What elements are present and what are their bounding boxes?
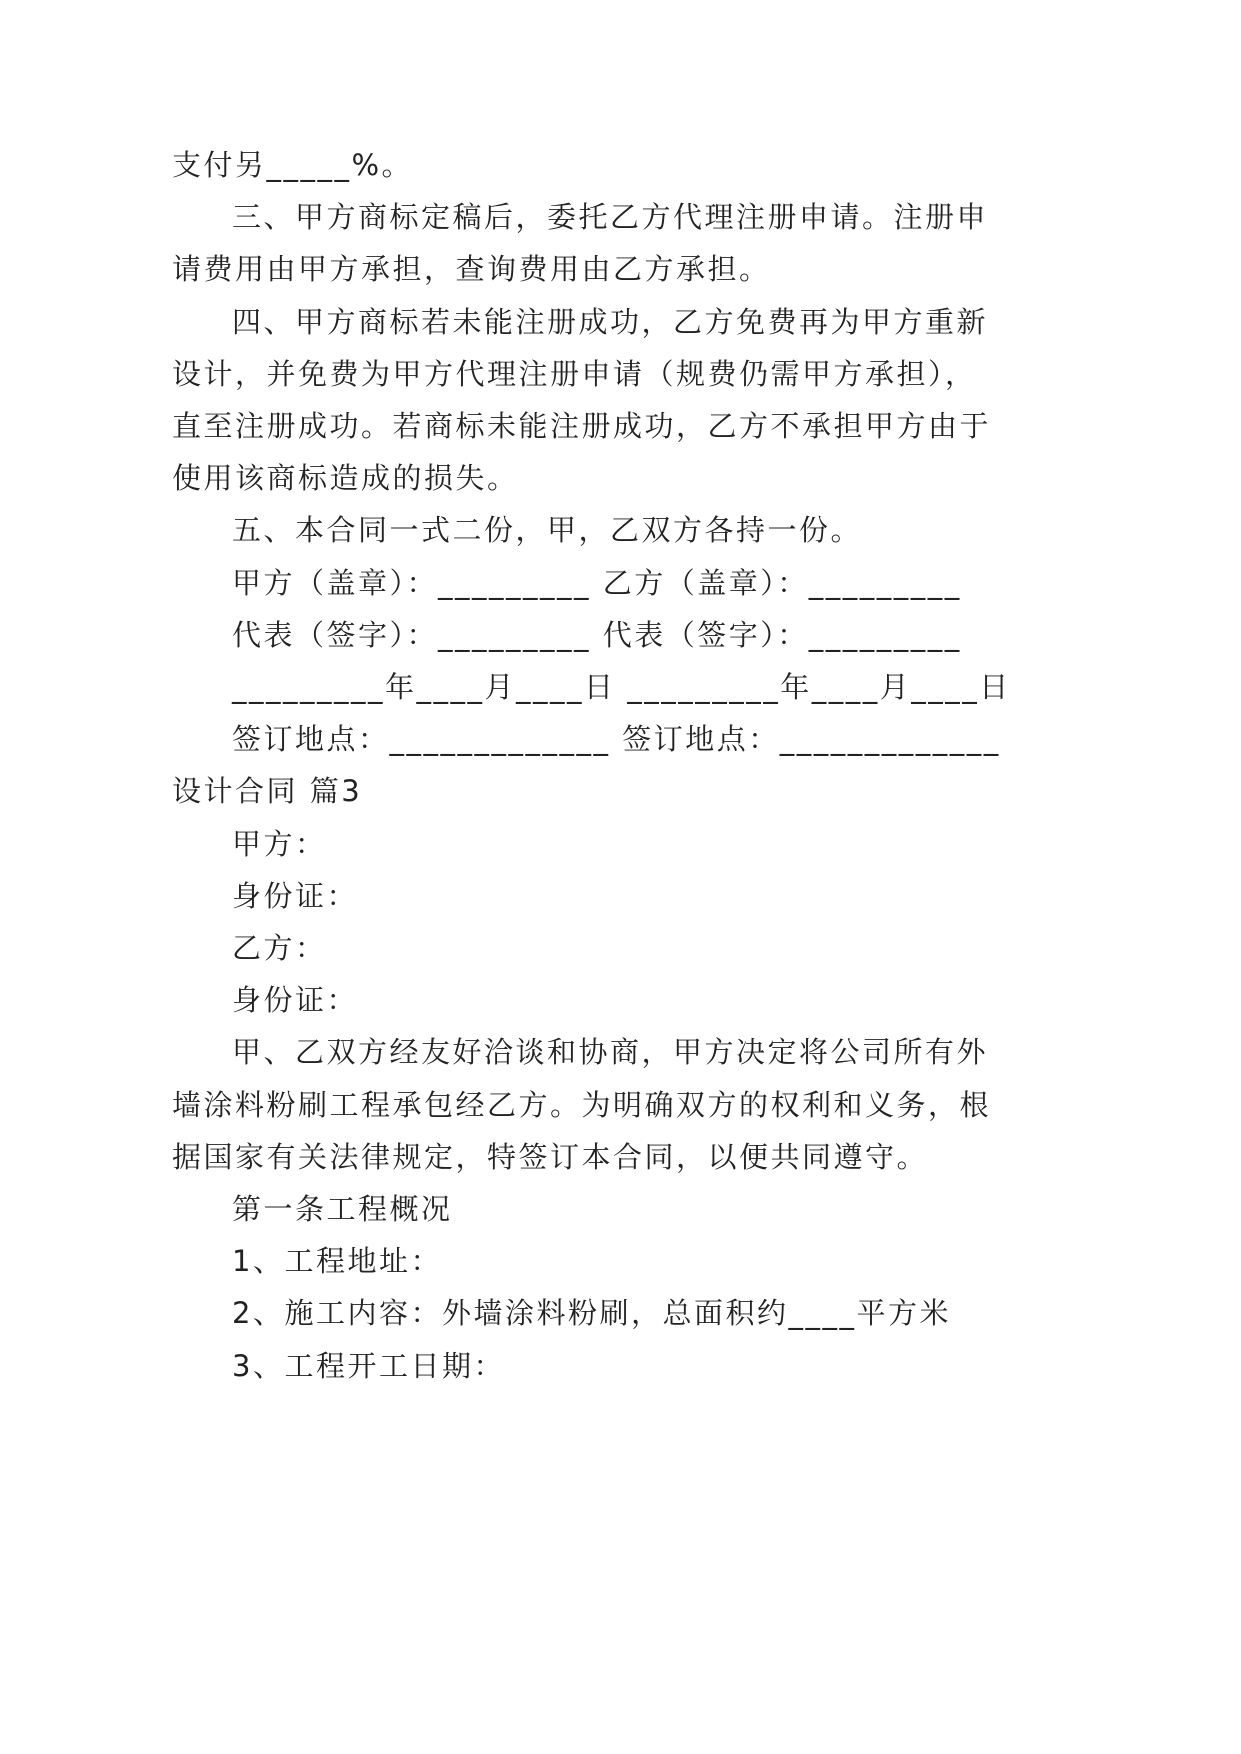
text-line: 签订地点：_____________ 签订地点：_____________ <box>232 722 1001 757</box>
text-line: 身份证： <box>232 983 359 1018</box>
text-line: _________年____月____日 _________年____月____日 <box>232 670 1011 704</box>
text-line: 使用该商标造成的损失。 <box>172 461 519 496</box>
text-line: 直至注册成功。若商标未能注册成功，乙方不承担甲方由于 <box>172 409 992 443</box>
text-line: 据国家有关法律规定，特签订本合同，以便共同遵守。 <box>172 1139 929 1174</box>
text-line: 乙方： <box>232 931 327 965</box>
text-line: 身份证： <box>232 878 359 913</box>
text-line: 支付另_____%。 <box>172 148 414 182</box>
text-line: 3、工程开工日期： <box>232 1348 505 1383</box>
text-line: 甲方： <box>232 826 327 861</box>
text-line: 代表（签字）：_________ 代表（签字）：_________ <box>232 617 962 652</box>
text-line: 设计，并免费为甲方代理注册申请（规费仍需甲方承担）， <box>172 356 977 391</box>
text-line: 设计合同 篇3 <box>172 774 363 809</box>
text-line: 第一条工程概况 <box>232 1192 453 1226</box>
text-line: 甲方（盖章）：_________ 乙方（盖章）：_________ <box>232 565 962 600</box>
text-line: 五、本合同一式二份，甲，乙双方各持一份。 <box>232 513 863 548</box>
text-line: 2、施工内容：外墙涂料粉刷，总面积约____平方米 <box>232 1296 951 1331</box>
text-line: 四、甲方商标若未能注册成功，乙方免费再为甲方重新 <box>232 304 989 339</box>
text-line: 1、工程地址： <box>232 1244 442 1279</box>
text-line: 三、甲方商标定稿后，委托乙方代理注册申请。注册申 <box>232 200 989 235</box>
text-line: 墙涂料粉刷工程承包经乙方。为明确双方的权利和义务，根 <box>172 1087 992 1122</box>
text-line: 甲、乙双方经友好洽谈和协商，甲方决定将公司所有外 <box>232 1035 989 1070</box>
text-line: 请费用由甲方承担，查询费用由乙方承担。 <box>172 252 771 287</box>
